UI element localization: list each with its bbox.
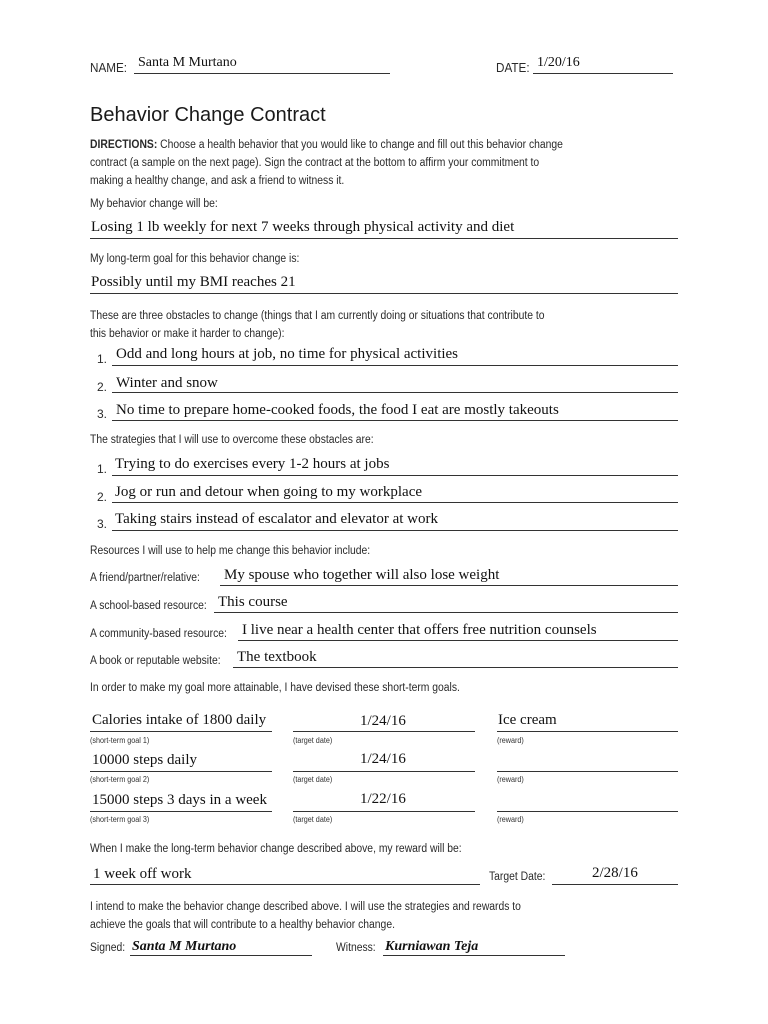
strategy-2-number: 2. (97, 490, 108, 504)
target-date-value[interactable]: 2/28/16 (592, 865, 638, 881)
final-reward-value[interactable]: 1 week off work (93, 866, 192, 882)
goal-3-reward-caption: (reward) (497, 815, 524, 824)
goal-3-underline (90, 811, 272, 812)
obstacle-2-text[interactable]: Winter and snow (116, 375, 218, 391)
resources-label: Resources I will use to help me change this behavior include: (90, 545, 371, 557)
goal-2-date-caption: (target date) (293, 775, 333, 784)
goal-3-text[interactable]: 15000 steps 3 days in a week (92, 792, 267, 808)
obstacle-3-text[interactable]: No time to prepare home-cooked foods, the food I eat are mostly takeouts (116, 402, 559, 418)
goal-1-reward[interactable]: Ice cream (498, 712, 557, 728)
page-title: Behavior Change Contract (90, 104, 326, 126)
long-term-underline (90, 293, 678, 294)
obstacles-label-line1: These are three obstacles to change (things that I am currently doing or situations that contribute to (90, 310, 545, 322)
school-label: A school-based resource: (90, 600, 207, 612)
strategy-1-underline (112, 475, 678, 476)
friend-underline (220, 585, 678, 586)
witness-value[interactable]: Kurniawan Teja (385, 939, 479, 954)
name-value[interactable]: Santa M Murtano (138, 55, 237, 70)
goal-3-reward-underline (497, 811, 678, 812)
goal-2-date[interactable]: 1/24/16 (360, 751, 406, 767)
long-term-value[interactable]: Possibly until my BMI reaches 21 (91, 274, 296, 290)
date-label: DATE: (496, 60, 530, 75)
final-reward-label: When I make the long-term behavior change described above, my reward will be: (90, 843, 462, 855)
goal-1-underline (90, 731, 272, 732)
strategy-1-number: 1. (97, 462, 108, 476)
goal-2-reward-underline (497, 771, 678, 772)
goal-2-reward-caption: (reward) (497, 775, 524, 784)
goal-3-date-caption: (target date) (293, 815, 333, 824)
short-term-label: In order to make my goal more attainable, I have devised these short-term goals. (90, 682, 460, 694)
obstacle-1-text[interactable]: Odd and long hours at job, no time for physical activities (116, 346, 459, 362)
behavior-underline (90, 238, 678, 239)
goal-1-text[interactable]: Calories intake of 1800 daily (92, 712, 267, 728)
school-value[interactable]: This course (218, 594, 288, 610)
directions-line1: Choose a health behavior that you would like to change and fill out this behavior change (160, 139, 563, 151)
directions-label: DIRECTIONS: (90, 139, 158, 151)
signed-value[interactable]: Santa M Murtano (132, 939, 237, 954)
obstacles-label-line2: this behavior or make it harder to change): (90, 328, 285, 340)
behavior-label: My behavior change will be: (90, 198, 218, 210)
date-value[interactable]: 1/20/16 (537, 55, 580, 70)
obstacle-1-number: 1. (97, 352, 108, 366)
obstacle-2-underline (112, 392, 678, 393)
goal-1-date[interactable]: 1/24/16 (360, 713, 406, 729)
goal-1-date-underline (293, 731, 475, 732)
target-date-underline (552, 884, 678, 885)
directions-line2: contract (a sample on the next page). Sign the contract at the bottom to affirm your commitment to (90, 157, 540, 169)
date-underline (533, 73, 673, 74)
school-underline (214, 612, 678, 613)
behavior-value[interactable]: Losing 1 lb weekly for next 7 weeks through physical activity and diet (91, 219, 515, 235)
strategy-2-text[interactable]: Jog or run and detour when going to my workplace (115, 484, 423, 500)
goal-1-caption: (short-term goal 1) (90, 736, 150, 745)
goal-3-date[interactable]: 1/22/16 (360, 791, 406, 807)
community-label: A community-based resource: (90, 628, 227, 640)
final-reward-underline (90, 884, 480, 885)
strategy-3-underline (112, 530, 678, 531)
commitment-text (90, 898, 594, 934)
goal-1-reward-caption: (reward) (497, 736, 524, 745)
strategies-label: The strategies that I will use to overcome these obstacles are: (90, 434, 374, 446)
signed-label: Signed: (90, 942, 126, 954)
target-date-label: Target Date: (489, 871, 546, 883)
friend-value[interactable]: My spouse who together will also lose weight (224, 567, 500, 583)
commitment-line1: I intend to make the behavior change described above. I will use the strategies and rewards to (90, 901, 521, 913)
commitment-line2: achieve the goals that will contribute to a healthy behavior change. (90, 919, 395, 931)
goal-2-text[interactable]: 10000 steps daily (92, 752, 197, 768)
book-value[interactable]: The textbook (237, 649, 317, 665)
obstacle-2-number: 2. (97, 380, 108, 394)
name-label: NAME: (90, 60, 128, 75)
obstacle-3-underline (112, 420, 678, 421)
goal-2-caption: (short-term goal 2) (90, 775, 150, 784)
community-underline (238, 640, 678, 641)
book-underline (233, 667, 678, 668)
witness-label: Witness: (336, 942, 376, 954)
strategy-2-underline (112, 502, 678, 503)
directions-text (90, 136, 594, 190)
goal-2-underline (90, 771, 272, 772)
strategy-3-text[interactable]: Taking stairs instead of escalator and elevator at work (115, 511, 438, 527)
obstacle-3-number: 3. (97, 407, 108, 421)
friend-label: A friend/partner/relative: (90, 572, 200, 584)
book-label: A book or reputable website: (90, 655, 221, 667)
goal-3-caption: (short-term goal 3) (90, 815, 150, 824)
signed-underline (130, 955, 312, 956)
goal-1-reward-underline (497, 731, 678, 732)
obstacles-label (90, 307, 594, 343)
community-value[interactable]: I live near a health center that offers free nutrition counsels (242, 622, 597, 638)
strategy-3-number: 3. (97, 517, 108, 531)
name-underline (134, 73, 390, 74)
witness-underline (383, 955, 565, 956)
obstacle-1-underline (112, 365, 678, 366)
directions-line3: making a healthy change, and ask a friend to witness it. (90, 175, 345, 187)
goal-1-date-caption: (target date) (293, 736, 333, 745)
long-term-label: My long-term goal for this behavior change is: (90, 253, 300, 265)
goal-2-date-underline (293, 771, 475, 772)
goal-3-date-underline (293, 811, 475, 812)
strategy-1-text[interactable]: Trying to do exercises every 1-2 hours at jobs (115, 456, 390, 472)
